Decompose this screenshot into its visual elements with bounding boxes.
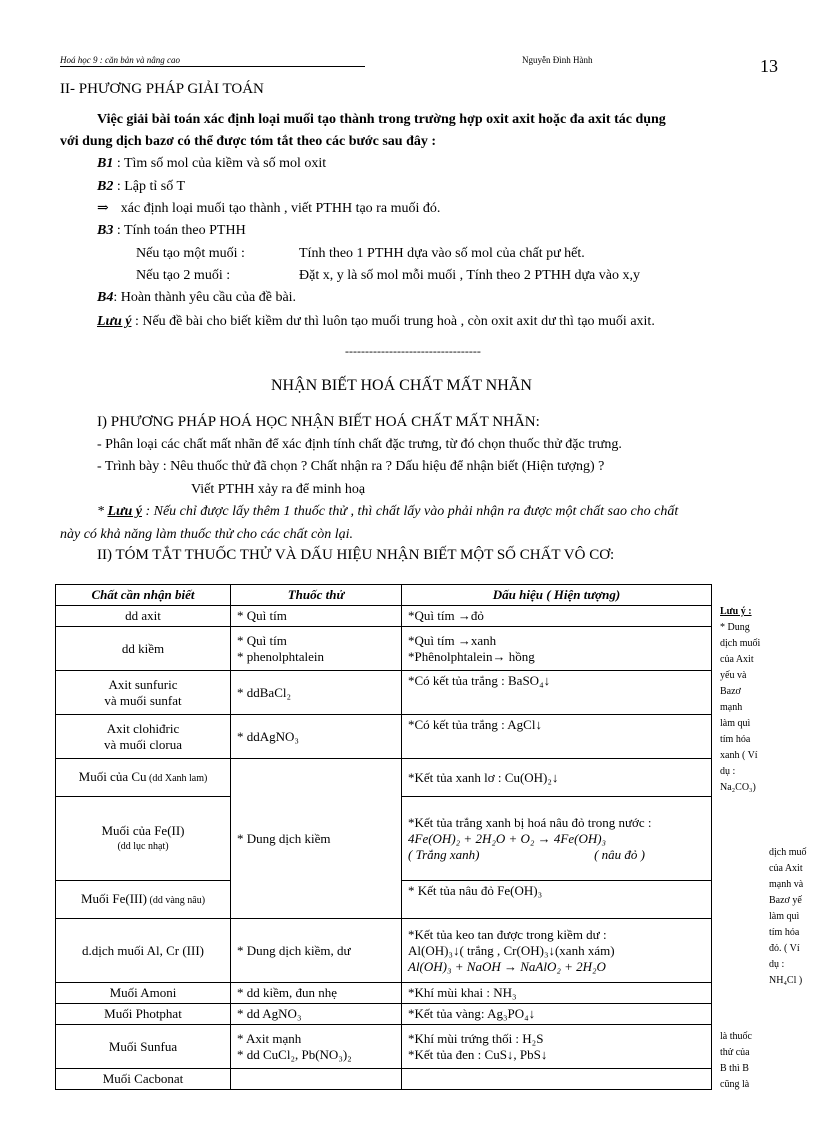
side-note-2 <box>769 845 807 989</box>
intro-line-1: Việc giải bài toán xác định loại muối tạo thành trong trường hợp oxit axit hoặc đa axit tác dụng <box>97 112 666 127</box>
reagent-line: * Quì tím <box>237 632 287 648</box>
method-line-2: - Trình bày : Nêu thuốc thử đã chọn ? Chất nhận ra ? Dấu hiệu để nhận biết (Hiện tượng) ? <box>97 459 605 474</box>
equation: Al(OH)₃ + NaOH → NaAlO₂ + 2H₂O <box>408 958 606 974</box>
side-line: dụ : <box>720 766 736 777</box>
substance-line: và muối clorua <box>104 736 182 752</box>
table-row <box>56 759 712 797</box>
sign-line: *Kết tủa trắng xanh bị hoá nâu đỏ trong nước : <box>408 814 652 830</box>
substance-line: Axit clohiđric <box>106 720 180 736</box>
substance-note: (dd vàng nâu) <box>147 894 206 906</box>
reagent-cell <box>231 627 402 671</box>
sign-cell: *Có kết tủa trắng : BaSO₄↓ <box>402 671 712 715</box>
step-text: : Lập tỉ số T <box>113 179 186 194</box>
substance-cell: Muối Sunfua <box>56 1025 231 1069</box>
substance-line: Muối Fe(III) <box>80 890 148 906</box>
header-author: Nguyễn Đình Hành <box>522 55 593 65</box>
side-line: tím hóa <box>720 734 751 745</box>
reagent-cell: * ddBaCl₂ <box>231 671 402 715</box>
sign-cell: *Có kết tủa trắng : AgCl↓ <box>402 715 712 759</box>
table-row <box>56 715 712 759</box>
sign-cell <box>402 1069 712 1090</box>
substance-line: Axit sunfuric <box>108 676 178 692</box>
sign-line: *Quì tím →xanh <box>408 632 497 648</box>
header-reagent: Thuốc thử <box>231 585 402 606</box>
case1-label: Nếu tạo một muối : <box>136 246 245 261</box>
sign-line: *Phênolphtalein→ hồng <box>408 648 535 664</box>
method-line-3: Viết PTHH xảy ra để minh hoạ <box>191 482 366 497</box>
substance-note: (dd Xanh lam) <box>146 772 208 784</box>
step-label: B2 <box>97 179 114 194</box>
arrow-text: xác định loại muối tạo thành , viết PTHH tạo ra muối đó. <box>120 201 441 216</box>
substance-cell: dd axit <box>56 606 231 627</box>
side-note-1 <box>720 604 760 796</box>
sign-cell: *Khí mùi khai : NH₃ <box>402 983 712 1004</box>
side-line: NH₄Cl ) <box>769 975 803 986</box>
header-substance: Chất cần nhận biết <box>56 585 231 606</box>
reagent-cell: * Dung dịch kiềm, dư <box>231 919 402 983</box>
substance-cell <box>56 881 231 919</box>
substance-cell <box>56 759 231 797</box>
step-b2 <box>97 178 185 196</box>
header-underline <box>60 66 365 67</box>
substance-note: (dd lục nhạt) <box>117 840 169 852</box>
table-row <box>56 919 712 983</box>
step-label: B4 <box>97 290 114 305</box>
step-b4 <box>97 289 296 307</box>
side-line: đỏ. ( Ví <box>769 943 800 954</box>
side-line: dụ : <box>769 959 785 970</box>
side-note-3 <box>720 1029 752 1093</box>
substance-line: và muối sunfat <box>104 692 182 708</box>
table-row <box>56 1004 712 1025</box>
sign-line: *Kết tủa đen : CuS↓, PbS↓ <box>408 1046 548 1062</box>
side-line: mạnh và <box>769 879 804 890</box>
table-row <box>56 627 712 671</box>
note-line-2: này có khả năng làm thuốc thử cho các chất còn lại. <box>60 527 354 542</box>
reagent-line: * dd CuCl₂, Pb(NO₃)₂ <box>237 1046 352 1062</box>
reagent-line: * phenolphtalein <box>237 648 325 664</box>
substance-line: Muối của Fe(II) <box>101 822 185 838</box>
reagent-cell-merged: * Dung dịch kiềm <box>231 759 402 919</box>
side-line: của Axit <box>720 654 754 665</box>
header-book-title: Hoá học 9 : căn bản và nâng cao <box>60 55 180 65</box>
side-line: B thì B <box>720 1063 749 1074</box>
table-row <box>56 606 712 627</box>
sign-line: Al(OH)₃↓( trắng , Cr(OH)₃↓(xanh xám) <box>408 942 615 958</box>
note-text: : Nếu chỉ được lấy thêm 1 thuốc thử , thì chất lấy vào phải nhận ra được một chất sao cho chất <box>141 504 679 519</box>
side-line: Bazơ yế <box>769 895 802 906</box>
sign-cell: *Kết tủa vàng: Ag₃PO₄↓ <box>402 1004 712 1025</box>
header-sign: Dấu hiệu ( Hiện tượng) <box>402 585 712 606</box>
note-text: : Nếu đề bài cho biết kiềm dư thì luôn tạo muối trung hoà , còn oxit axit dư thì tạo muối axit. <box>131 314 655 329</box>
note-label: Lưu ý <box>97 314 132 329</box>
table-row <box>56 983 712 1004</box>
step-label: B3 <box>97 223 114 238</box>
side-line: thử của <box>720 1047 750 1058</box>
step-label: B1 <box>97 156 114 171</box>
reagent-cell <box>231 1025 402 1069</box>
step-b1 <box>97 155 326 173</box>
step-b3 <box>97 222 246 240</box>
substance-cell: d.dịch muối Al, Cr (III) <box>56 919 231 983</box>
step-text: : Tính toán theo PTHH <box>113 223 246 238</box>
side-line: dịch muối <box>720 638 761 649</box>
side-line: làm quì <box>720 718 751 729</box>
case1-text: Tính theo 1 PTHH dựa vào số mol của chất pư hết. <box>299 246 585 261</box>
side-line: là thuốc <box>720 1031 752 1042</box>
color-labels <box>408 847 705 863</box>
case2-label: Nếu tạo 2 muối : <box>136 268 231 283</box>
side-line: cũng là <box>720 1079 750 1090</box>
sign-cell: *Kết tủa xanh lơ : Cu(OH)₂↓ <box>402 759 712 797</box>
table-row <box>56 1069 712 1090</box>
reagent-line: * Axit mạnh <box>237 1030 302 1046</box>
page-title: NHẬN BIẾT HOÁ CHẤT MẤT NHÃN <box>271 377 532 394</box>
sign-line: *Kết tủa keo tan được trong kiềm dư : <box>408 926 607 942</box>
substance-cell <box>56 671 231 715</box>
side-line: tím hóa <box>769 927 800 938</box>
table-row <box>56 1025 712 1069</box>
case2-text: Đặt x, y là số mol mỗi muối , Tính theo 2 PTHH dựa vào x,y <box>299 268 640 283</box>
side-line: làm quì <box>769 911 800 922</box>
intro-line-2: với dung dịch bazơ có thể được tóm tắt theo các bước sau đây : <box>60 134 437 149</box>
side-line: của Axit <box>769 863 803 874</box>
substance-cell: Muối Cacbonat <box>56 1069 231 1090</box>
side-line: * Dung <box>720 622 750 633</box>
side-line: xanh ( Ví <box>720 750 758 761</box>
color-label: ( Trắng xanh) <box>408 846 480 862</box>
side-line: Na₂CO₃) <box>720 782 756 793</box>
side-line: Lưu ý : <box>720 606 752 617</box>
sign-cell <box>402 797 712 881</box>
equation: 4Fe(OH)₂ + 2H₂O + O₂ → 4Fe(OH)₃ <box>408 830 607 846</box>
substance-cell: Muối Amoni <box>56 983 231 1004</box>
arrow-line <box>97 200 440 218</box>
substance-cell: Muối Photphat <box>56 1004 231 1025</box>
section-title: II- PHƯƠNG PHÁP GIẢI TOÁN <box>60 81 264 97</box>
page-number: 13 <box>760 56 778 76</box>
substance-cell <box>56 797 231 881</box>
reagent-cell: * Quì tím <box>231 606 402 627</box>
sign-cell <box>402 1025 712 1069</box>
note-line-1 <box>97 503 678 521</box>
subsection-1-title: I) PHƯƠNG PHÁP HOÁ HỌC NHẬN BIẾT HOÁ CHẤT MẤT NHÃN: <box>97 414 540 430</box>
method-line-1: - Phân loại các chất mất nhãn để xác định tính chất đặc trưng, từ đó chọn thuốc thử đặc trưng. <box>97 437 622 452</box>
table-row <box>56 671 712 715</box>
sign-line: *Khí mùi trứng thối : H₂S <box>408 1030 544 1046</box>
side-line: dịch muố <box>769 847 807 858</box>
sign-cell: * Kết tủa nâu đỏ Fe(OH)₃ <box>402 881 712 919</box>
substance-cell: dd kiềm <box>56 627 231 671</box>
step-text: : Tìm số mol của kiềm và số mol oxit <box>113 156 327 171</box>
reagent-cell: * ddAgNO₃ <box>231 715 402 759</box>
side-line: mạnh <box>720 702 743 713</box>
color-label: ( nâu đỏ ) <box>594 846 645 862</box>
sign-cell <box>402 627 712 671</box>
step-text: : Hoàn thành yêu cầu của đề bài. <box>113 290 297 305</box>
implies-icon: ⇒ <box>97 201 109 216</box>
sign-cell <box>402 919 712 983</box>
side-line: yếu và <box>720 670 747 681</box>
reagent-cell: * dd kiềm, đun nhẹ <box>231 983 402 1004</box>
note-line <box>97 313 655 331</box>
table-header-row <box>56 585 712 606</box>
subsection-2-title: II) TÓM TẮT THUỐC THỬ VÀ DẤU HIỆU NHẬN BIẾT MỘT SỐ CHẤT VÔ CƠ: <box>97 547 615 563</box>
substance-line: Muối của Cu <box>78 768 147 784</box>
separator: ---------------------------------- <box>345 344 481 358</box>
note-label: Lưu ý <box>107 504 142 519</box>
sign-cell: *Quì tím →đỏ <box>402 606 712 627</box>
side-line: Bazơ <box>720 686 741 697</box>
reagent-cell: * dd AgNO₃ <box>231 1004 402 1025</box>
note-bullet: * <box>97 504 108 519</box>
substance-cell <box>56 715 231 759</box>
reagent-table <box>55 584 712 1090</box>
reagent-cell <box>231 1069 402 1090</box>
